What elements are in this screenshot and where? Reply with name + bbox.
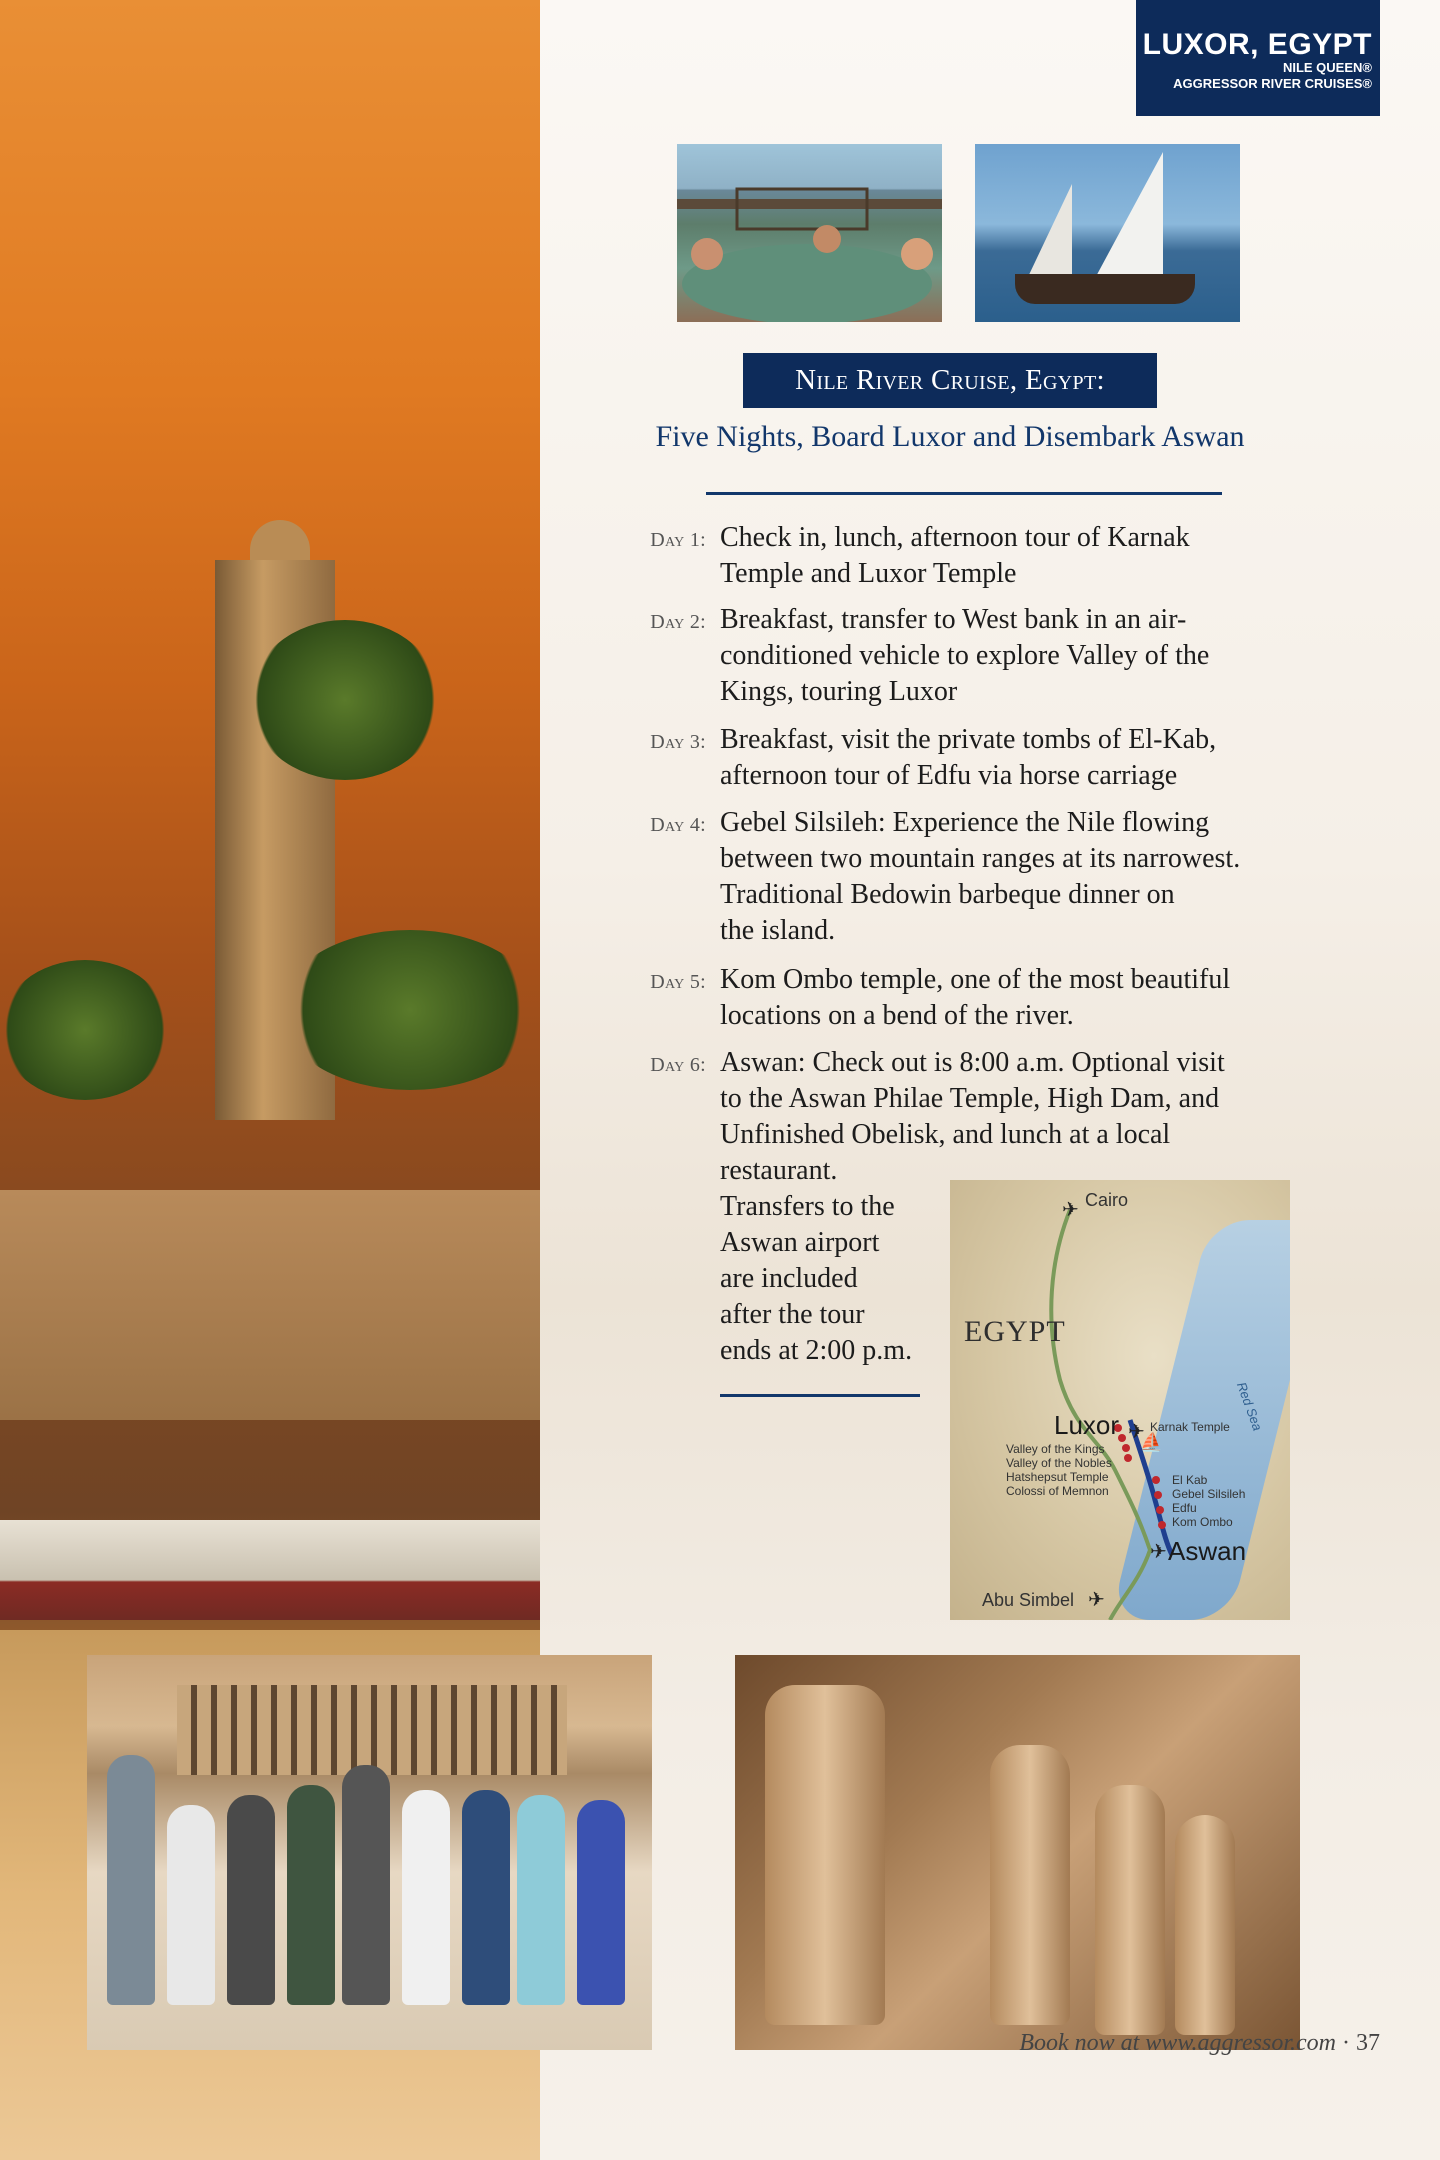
day-text: ends at 2:00 p.m. bbox=[720, 1335, 913, 1366]
statue bbox=[765, 1685, 885, 2025]
divider bbox=[720, 1394, 920, 1397]
day-text: Transfers to the bbox=[720, 1191, 895, 1222]
boat-hull bbox=[1015, 274, 1195, 304]
vessel-name: NILE QUEEN® bbox=[1282, 60, 1372, 75]
cruise-subtitle: Five Nights, Board Luxor and Disembark Aswan bbox=[655, 420, 1245, 453]
statue bbox=[990, 1745, 1070, 2025]
day-text: Gebel Silsileh: Experience the Nile flowing bbox=[720, 807, 1210, 838]
day-text: Traditional Bedowin barbeque dinner on bbox=[720, 879, 1175, 910]
person bbox=[517, 1795, 565, 2005]
booking-link-text: Book now at www.aggressor.com bbox=[1019, 2030, 1336, 2056]
map-label-karnak: Karnak Temple bbox=[1150, 1420, 1230, 1434]
tree bbox=[280, 930, 540, 1090]
statue bbox=[1175, 1815, 1235, 2035]
map-site-label: Kom Ombo bbox=[1172, 1515, 1233, 1529]
divider bbox=[706, 492, 1222, 495]
map-label-abu-simbel: Abu Simbel bbox=[982, 1590, 1075, 1610]
person bbox=[167, 1805, 215, 2005]
day-text: are included bbox=[720, 1263, 858, 1294]
page-number: · 37 bbox=[1342, 2030, 1380, 2056]
airport-icon: ✈ bbox=[1128, 1421, 1145, 1443]
day-text: Breakfast, visit the private tombs of El-Kab, bbox=[720, 724, 1217, 755]
map-site-label: Hatshepsut Temple bbox=[1006, 1470, 1109, 1484]
page-footer bbox=[900, 2030, 1380, 2057]
sail bbox=[1093, 152, 1163, 282]
map-site-label: Edfu bbox=[1172, 1501, 1197, 1515]
map-label-cairo: Cairo bbox=[1085, 1190, 1129, 1210]
egypt-route-map bbox=[950, 1180, 1290, 1620]
river-boat bbox=[0, 1520, 540, 1620]
day-text: between two mountain ranges at its narrowest. bbox=[720, 843, 1241, 874]
person bbox=[342, 1765, 390, 2005]
day-text: Breakfast, transfer to West bank in an air- bbox=[720, 604, 1187, 635]
tour-group-photo bbox=[87, 1655, 652, 2050]
day-label: Day 5: bbox=[650, 971, 706, 993]
sailboat-icon: ⛵ bbox=[1140, 1432, 1163, 1452]
person bbox=[287, 1785, 335, 2005]
person bbox=[577, 1800, 625, 2005]
day-label: Day 1: bbox=[650, 529, 706, 551]
day-label: Day 2: bbox=[650, 611, 706, 633]
hatshepsut-temple-colonnade bbox=[177, 1685, 567, 1775]
map-site-label: El Kab bbox=[1172, 1473, 1208, 1487]
day-text: Kom Ombo temple, one of the most beautiful bbox=[720, 964, 1231, 995]
day-label: Day 6: bbox=[650, 1054, 706, 1076]
day-text: to the Aswan Philae Temple, High Dam, and bbox=[720, 1083, 1220, 1114]
map-label-red-sea: Red Sea bbox=[1233, 1380, 1266, 1433]
airport-icon: ✈ bbox=[1150, 1541, 1167, 1563]
person bbox=[107, 1755, 155, 2005]
map-site-label: Valley of the Kings bbox=[1006, 1442, 1105, 1456]
palm-tree bbox=[250, 620, 440, 780]
day-text: the island. bbox=[720, 915, 836, 946]
person bbox=[402, 1790, 450, 2005]
day-text: afternoon tour of Edfu via horse carriage bbox=[720, 760, 1178, 791]
day-text: after the tour bbox=[720, 1299, 865, 1330]
day-text: locations on a bend of the river. bbox=[720, 1000, 1074, 1031]
sailing-boat-photo bbox=[975, 144, 1240, 322]
tree bbox=[0, 960, 170, 1100]
person bbox=[462, 1790, 510, 2005]
map-west-sites bbox=[1006, 1442, 1112, 1498]
day-text: restaurant. bbox=[720, 1155, 838, 1186]
person bbox=[227, 1795, 275, 2005]
destination-badge bbox=[1136, 0, 1380, 116]
day-text: Temple and Luxor Temple bbox=[720, 558, 1017, 589]
map-site-label: Valley of the Nobles bbox=[1006, 1456, 1112, 1470]
day-text: Kings, touring Luxor bbox=[720, 676, 958, 707]
company-name: AGGRESSOR RIVER CRUISES® bbox=[1173, 76, 1372, 91]
map-site-label: Gebel Silsileh bbox=[1172, 1487, 1246, 1501]
day-text: Unfinished Obelisk, and lunch at a local bbox=[720, 1119, 1171, 1150]
day-text: Check in, lunch, afternoon tour of Karnak bbox=[720, 522, 1190, 553]
destination-title: LUXOR, EGYPT bbox=[1142, 28, 1372, 61]
hot-tub-photo bbox=[677, 144, 942, 322]
map-label-egypt: EGYPT bbox=[964, 1315, 1066, 1348]
airport-icon: ✈ bbox=[1062, 1199, 1079, 1221]
map-label-luxor: Luxor bbox=[1054, 1410, 1120, 1440]
riverfront-wall bbox=[0, 1190, 540, 1420]
statue bbox=[1095, 1785, 1165, 2035]
map-east-sites bbox=[1172, 1473, 1245, 1529]
day-text: conditioned vehicle to explore Valley of the bbox=[720, 640, 1210, 671]
day-text: Aswan: Check out is 8:00 a.m. Optional visit bbox=[720, 1047, 1225, 1078]
osiris-statues-photo bbox=[735, 1655, 1300, 2050]
map-label-aswan: Aswan bbox=[1168, 1536, 1247, 1566]
hot-tub-scene bbox=[677, 144, 942, 322]
day-label: Day 4: bbox=[650, 814, 706, 836]
map-site-label: Colossi of Memnon bbox=[1006, 1484, 1109, 1498]
airport-icon: ✈ bbox=[1088, 1589, 1105, 1611]
day-label: Day 3: bbox=[650, 731, 706, 753]
sail bbox=[1027, 184, 1072, 279]
day-text: Aswan airport bbox=[720, 1227, 880, 1258]
cruise-heading: Nile River Cruise, Egypt: bbox=[743, 353, 1157, 408]
